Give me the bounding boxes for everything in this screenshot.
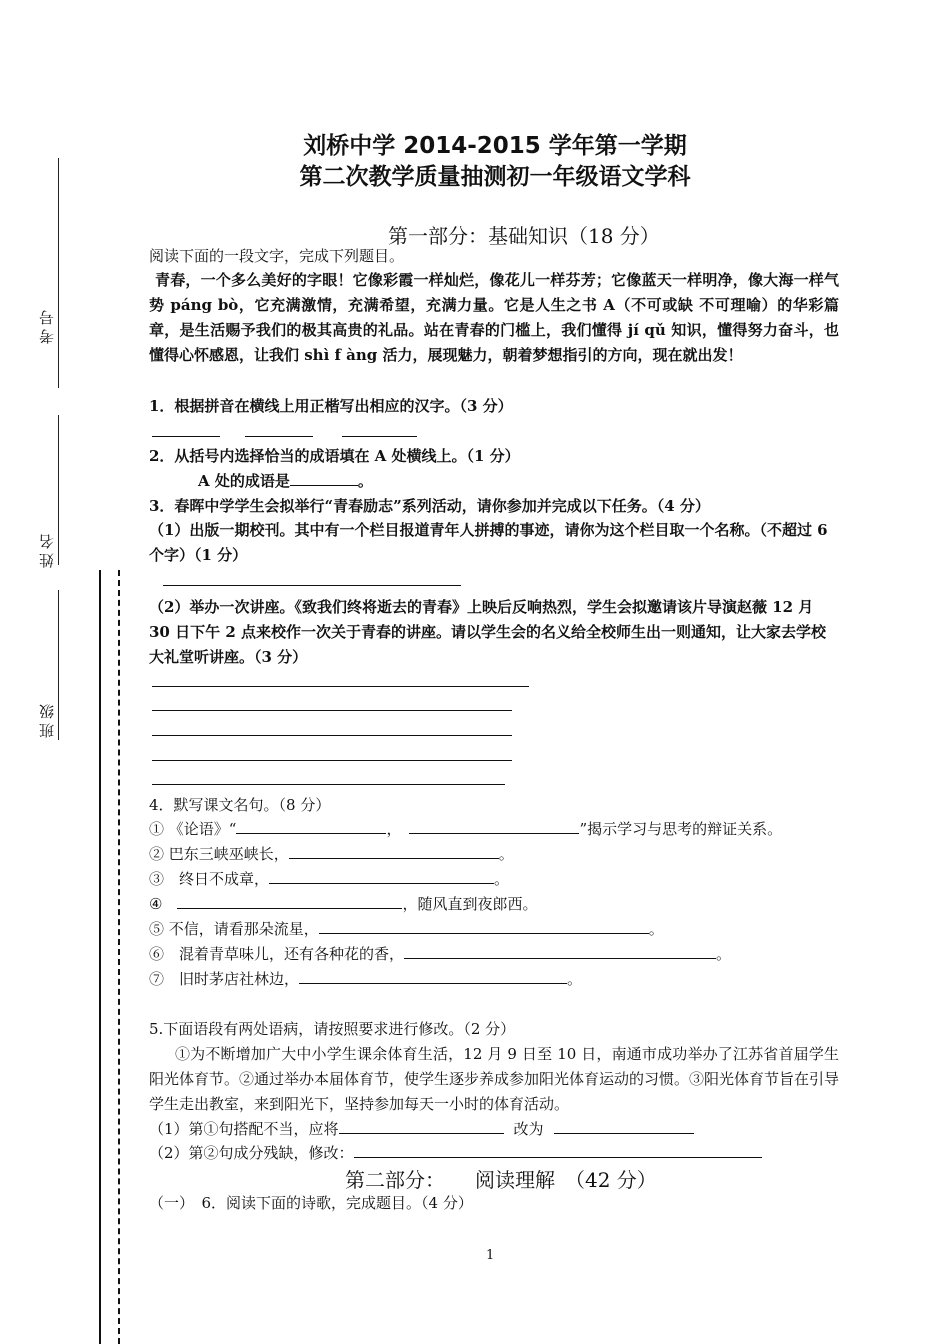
question-3: 3．春晖中学学生会拟举行“青春励志”系列活动，请你参加并完成以下任务。（4 分） — [149, 497, 710, 515]
q4-3-c: 。 — [494, 870, 510, 888]
q4-6-blank[interactable] — [404, 957, 716, 959]
q4-6-c: 。 — [716, 945, 732, 963]
q4-item-2 — [149, 842, 839, 867]
question-1: 1．根据拼音在横线上用正楷写出相应的汉字。（3 分） — [149, 397, 513, 415]
answer-blank-2[interactable] — [245, 436, 313, 437]
q4-5-c: 。 — [648, 920, 664, 938]
q4-2-blank[interactable] — [289, 857, 499, 859]
q5-2-blank[interactable] — [354, 1156, 762, 1158]
margin-line-mid — [58, 415, 59, 565]
q4-6-a: ⑥ 混着青草味儿，还有各种花的香， — [149, 945, 405, 963]
q4-item-6 — [149, 942, 839, 967]
intro-text: 阅读下面的一段文字，完成下列题目。 — [149, 247, 405, 265]
q4-1-a: ① 《论语》“ — [149, 820, 237, 838]
question-2-answer — [198, 469, 498, 494]
notice-line-1[interactable] — [152, 686, 529, 687]
q4-3-blank[interactable] — [269, 882, 494, 884]
q5-sub-1 — [149, 1117, 839, 1142]
q4-7-a: ⑦ 旧时茅店社林边， — [149, 970, 300, 988]
q4-item-4 — [149, 892, 839, 917]
answer-blank-3[interactable] — [342, 436, 417, 437]
q4-item-3 — [149, 867, 839, 892]
title-line2: 第二次教学质量抽测初一年级语文学科 — [299, 164, 691, 190]
q2-blank[interactable] — [290, 484, 358, 486]
q4-1-c: ”揭示学习与思考的辩证关系。 — [579, 820, 783, 838]
margin-line-top — [58, 158, 59, 388]
q5-2-prefix: （2）第②句成分残缺，修改： — [149, 1144, 354, 1162]
q4-5-blank[interactable] — [319, 932, 649, 934]
q2-prefix: A 处的成语是 — [198, 472, 290, 490]
q5-sub-2 — [149, 1141, 839, 1166]
q4-item-7 — [149, 967, 839, 992]
part1-heading: 第一部分：基础知识（18 分） — [388, 224, 660, 248]
title-line1: 刘桥中学 2014-2015 学年第一学期 — [303, 133, 687, 159]
notice-line-4[interactable] — [152, 760, 512, 761]
class-label: 班级 — [38, 700, 56, 738]
q5-1-blank-a[interactable] — [339, 1132, 504, 1134]
name-label: 姓名 — [38, 530, 56, 568]
q4-4-c: ，随风直到夜郎西。 — [402, 895, 538, 913]
q4-2-a: ② 巴东三峡巫峡长， — [149, 845, 289, 863]
q2-suffix: 。 — [357, 472, 373, 490]
q5-1-blank-b[interactable] — [554, 1132, 694, 1134]
question-5: 5.下面语段有两处语病，请按照要求进行修改。（2 分） — [149, 1020, 516, 1038]
question-4: 4．默写课文名句。（8 分） — [149, 796, 331, 814]
binding-solid-line — [99, 570, 101, 1344]
notice-line-3[interactable] — [152, 735, 512, 736]
question-2: 2．从括号内选择恰当的成语填在 A 处横线上。（1 分） — [149, 447, 520, 465]
passage: 青春，一个多么美好的字眼！它像彩霞一样灿烂，像花儿一样芬芳；它像蓝天一样明净，像大海一样气势 páng bò，它充满激情，充满希望，充满力量。它是人生之书 A（不可或缺 不可理喻）的华彩篇章，是生活赐予我们的极其高贵的礼品。站在青春的门槛上，我们懂得 jí qǔ 知识，懂得努力奋斗，也懂得心怀感恩，让我们 shì f àng 活力，展现魅力，朝着梦想指引的方向，现在就出发！ — [149, 271, 839, 364]
q4-2-c: 。 — [498, 845, 514, 863]
q4-5-a: ⑤ 不信，请看那朵流星， — [149, 920, 319, 938]
q5-1-mid: 改为 — [513, 1120, 544, 1138]
q4-3-a: ③ 终日不成章， — [149, 870, 270, 888]
q4-1-blank-b[interactable] — [409, 832, 579, 834]
answer-blank-1[interactable] — [152, 436, 220, 437]
exam-no-label: 考号 — [38, 306, 56, 344]
q4-7-c: 。 — [567, 970, 583, 988]
notice-line-2[interactable] — [152, 710, 512, 711]
margin-line-bottom — [58, 590, 59, 740]
q5-passage: ①为不断增加广大中小学生课余体育生活，12 月 9 日至 10 日，南通市成功举办了江苏省首届学生阳光体育节。②通过举办本届体育节，使学生逐步养成参加阳光体育运动的习惯。③阳光体育节旨在引导学生走出教室，来到阳光下，坚持参加每天一小时的体育活动。 — [149, 1045, 840, 1113]
q4-item-5 — [149, 917, 839, 942]
q4-item-1 — [149, 817, 839, 842]
q4-1-blank-a[interactable] — [236, 832, 386, 834]
q4-7-blank[interactable] — [299, 982, 567, 984]
q4-4-a: ④ — [149, 895, 178, 913]
part2-heading: 第二部分： 阅读理解 （42 分） — [345, 1168, 657, 1192]
question-3-2: （2）举办一次讲座。《致我们终将逝去的青春》上映后反响热烈，学生会拟邀请该片导演赵薇 12 月 30 日下午 2 点来校作一次关于青春的讲座。请以学生会的名义给全校师生出一则通知，让大家去学校大礼堂听讲座。（3 分） — [149, 598, 826, 666]
q3-1-answer-line[interactable] — [163, 585, 461, 586]
question-6: （一） 6．阅读下面的诗歌，完成题目。（4 分） — [149, 1194, 473, 1212]
question-3-1: （1）出版一期校刊。其中有一个栏目报道青年人拼搏的事迹，请你为这个栏目取一个名称。（不超过 6 个字）（1 分） — [149, 521, 828, 564]
q4-4-blank[interactable] — [177, 907, 402, 909]
q4-1-b: ， — [386, 820, 402, 838]
page-number: 1 — [486, 1248, 495, 1263]
q5-1-prefix: （1）第①句搭配不当，应将 — [149, 1120, 339, 1138]
binding-dashed-line — [118, 570, 120, 1344]
notice-line-5[interactable] — [152, 784, 505, 785]
